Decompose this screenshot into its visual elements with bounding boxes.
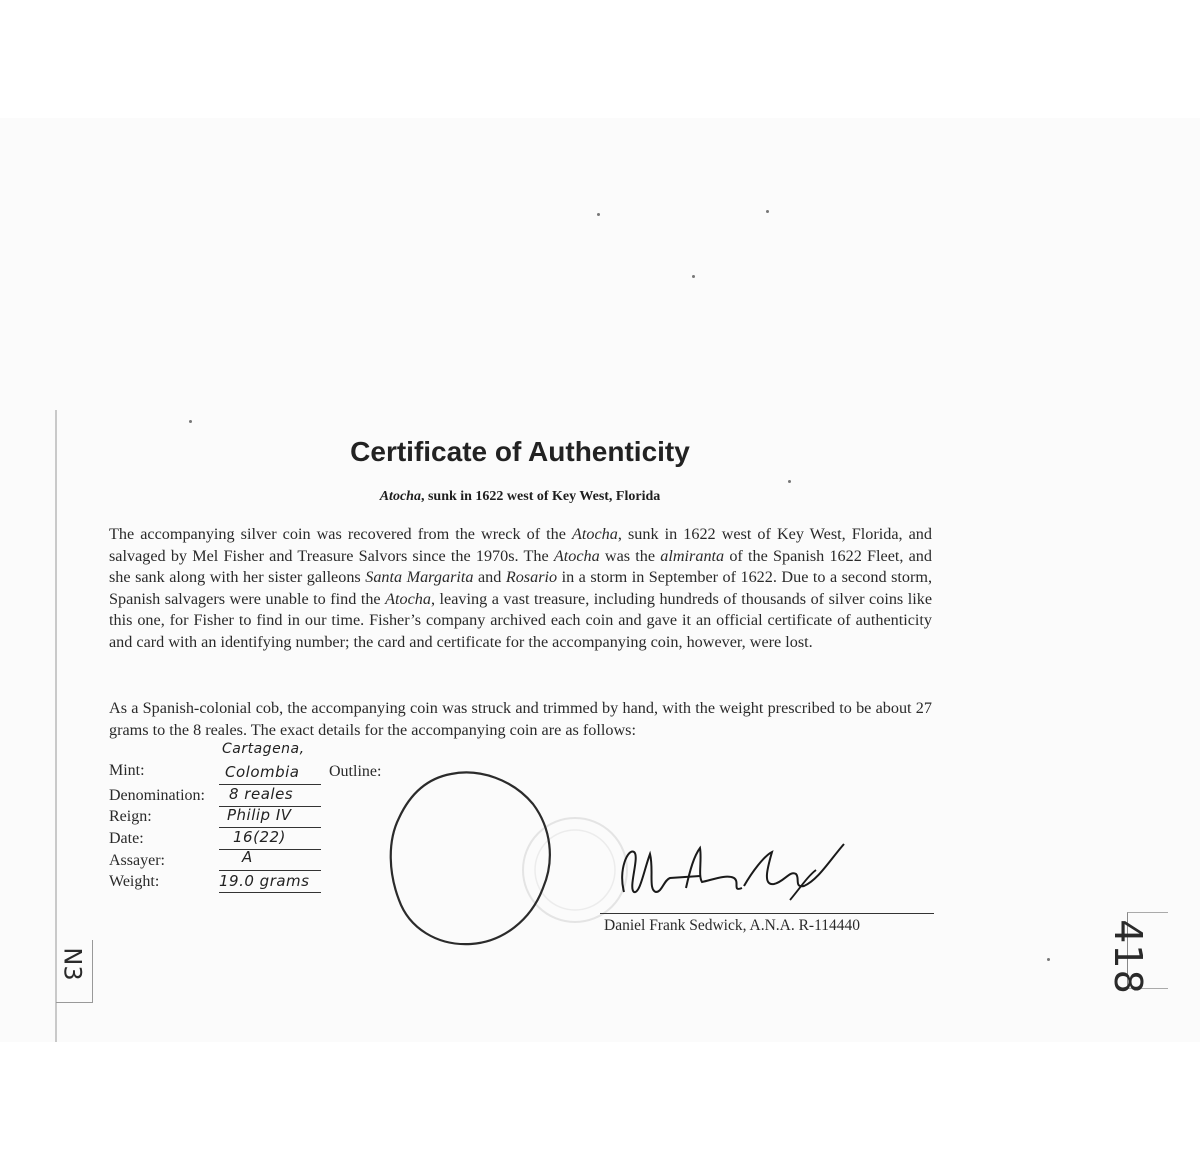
denomination-label: Denomination: (109, 787, 205, 804)
signature-line (600, 913, 934, 914)
ship-name: Atocha (385, 589, 431, 608)
reign-label: Reign: (109, 808, 152, 825)
text-run: , leaving a vast treasure, including hundreds of thousands of silver coins like this one, for Fisher to find in our time. Fisher’s company archived each coin and gave it an official certificate of authenticity and card with an identifying number; the card and certificate for the accompanying coin, however, were lost. (109, 589, 932, 651)
corner-mark-note: N3 (58, 947, 87, 981)
weight-label: Weight: (109, 873, 160, 890)
lot-number-note: 418 (1105, 919, 1150, 995)
signature (604, 830, 864, 908)
coin-outline-drawing (385, 762, 555, 952)
text-run: in a storm in September of 1622. Due to a second storm, Spanish salvagers were unable to find the (109, 568, 932, 608)
mint-value-line2: Colombia (225, 763, 300, 781)
certificate-subtitle (200, 489, 840, 505)
text-run: and (473, 568, 506, 586)
outline-label: Outline: (329, 763, 382, 780)
subtitle-ship-name: Atocha (379, 489, 421, 504)
reign-value: Philip IV (227, 806, 292, 824)
text-run: of the Spanish 1622 Fleet, and she sank along with her sister galleons (109, 546, 932, 586)
coin-paragraph: As a Spanish-colonial cob, the accompanying coin was struck and trimmed by hand, with the weight prescribed to be about 27 grams to the 8 reales. The exact details for the accompanying coin are as follows: (109, 699, 932, 739)
mint-label: Mint: (109, 762, 145, 779)
scan-speck (1047, 958, 1050, 961)
certificate-title: Certificate of Authenticity (350, 436, 690, 467)
text-run: The accompanying silver coin was recovered from the wreck of the (109, 525, 573, 543)
text-run: was the (599, 546, 661, 565)
assayer-label: Assayer: (109, 852, 165, 869)
assayer-value: A (242, 848, 253, 866)
ship-name: Atocha (553, 546, 600, 565)
mint-value-line1: Cartagena, (222, 741, 305, 757)
subtitle-text: , sunk in 1622 west of Key West, Florida (420, 489, 661, 504)
scan-speck (692, 275, 695, 278)
scan-speck (788, 480, 791, 483)
denomination-value: 8 reales (229, 785, 294, 803)
coin-details (109, 741, 409, 902)
history-paragraph (109, 524, 932, 653)
assayer-line (219, 848, 321, 871)
scan-speck (189, 420, 192, 423)
scan-speck (766, 210, 769, 213)
signer-name: Daniel Frank Sedwick, A.N.A. R-114440 (604, 917, 861, 934)
scan-speck (597, 213, 600, 216)
galleon-name: Santa Margarita (365, 568, 474, 586)
galleon-name: Rosario (505, 568, 558, 586)
date-label: Date: (109, 830, 144, 847)
date-value: 16(22) (233, 828, 286, 846)
term-almiranta: almiranta (660, 546, 725, 565)
ship-name: Atocha (572, 525, 618, 543)
weight-value: 19.0 grams (219, 872, 310, 890)
text-run: , sunk in 1622 west of Key West, Florida, and salvaged by Mel Fisher and Treasure Salvors since the 1970s. The (109, 525, 932, 565)
